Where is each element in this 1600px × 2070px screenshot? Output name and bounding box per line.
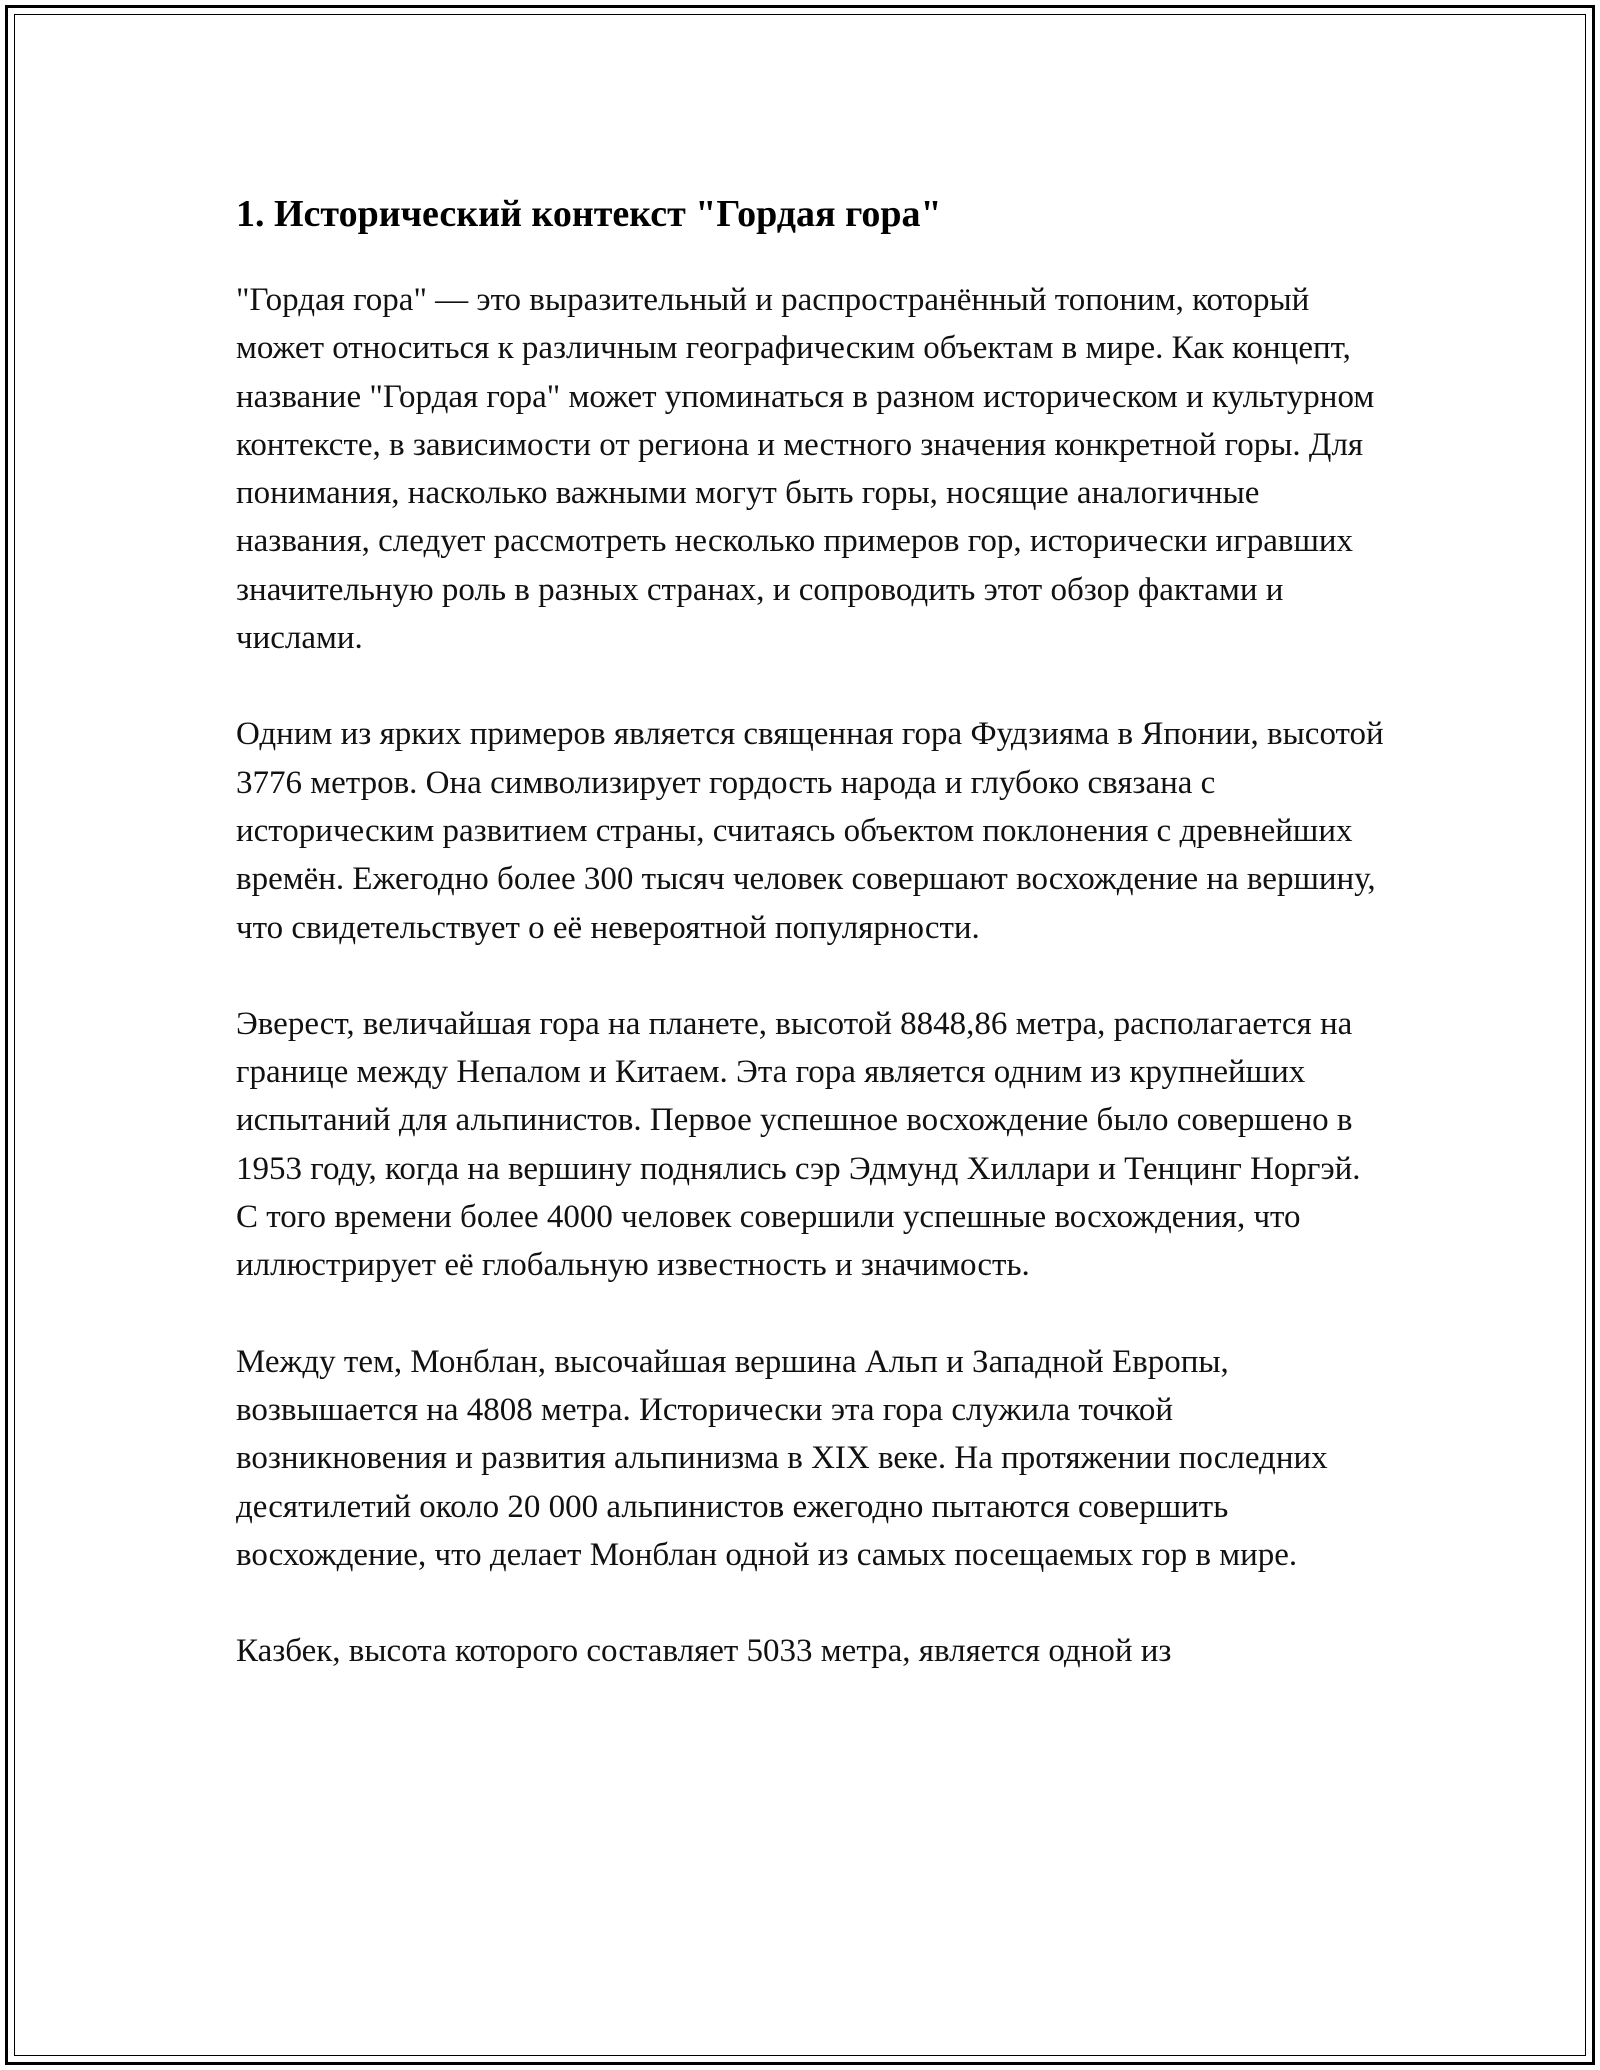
section-heading: 1. Исторический контекст "Гордая гора" (236, 193, 942, 235)
paragraph-everest: Эверест, величайшая гора на планете, высотой 8848,86 метра, располагается на границе между Непалом и Китаем. Эта гора является одним из крупнейших испытаний для альпинистов. Первое успешное восхождение было совершено в 1953 году, когда на вершину поднялись сэр Эдмунд Хиллари и Тенцинг Норгэй. С того времени более 4000 человек совершили успешные восхождения, что иллюстрирует её глобальную известность и значимость. (236, 1005, 1361, 1284)
paragraph-intro: "Гордая гора" — это выразительный и распространённый топоним, который может относиться к различным географическим объектам в мире. Как концепт, название "Гордая гора" может упоминаться в разном историческом и культурном контексте, в зависимости от региона и местного значения конкретной горы. Для понимания, насколько важными могут быть горы, носящие аналогичные названия, следует рассмотреть несколько примеров гор, исторически игравших значительную роль в разных странах, и сопроводить этот обзор фактами и числами. (236, 282, 1375, 657)
paragraph-montblanc: Между тем, Монблан, высочайшая вершина Альп и Западной Европы, возвышается на 4808 метра. Исторически эта гора служила точкой возникновения и развития альпинизма в XIX веке. На протяжении последних десятилетий около 20 000 альпинистов ежегодно пытаются совершить восхождение, что делает Монблан одной из самых посещаемых гор в мире. (236, 1343, 1328, 1573)
paragraph-kazbek: Казбек, высота которого составляет 5033 метра, является одной из (236, 1633, 1172, 1670)
paragraph-fuji: Одним из ярких примеров является священная гора Фудзияма в Японии, высотой 3776 метров. Она символизирует гордость народа и глубоко связана с историческим развитием страны, считаясь объектом поклонения с древнейших времён. Ежегодно более 300 тысяч человек совершают восхождение на вершину, что свидетельствует о её невероятной популярности. (236, 716, 1384, 946)
document-body (236, 188, 1386, 1723)
